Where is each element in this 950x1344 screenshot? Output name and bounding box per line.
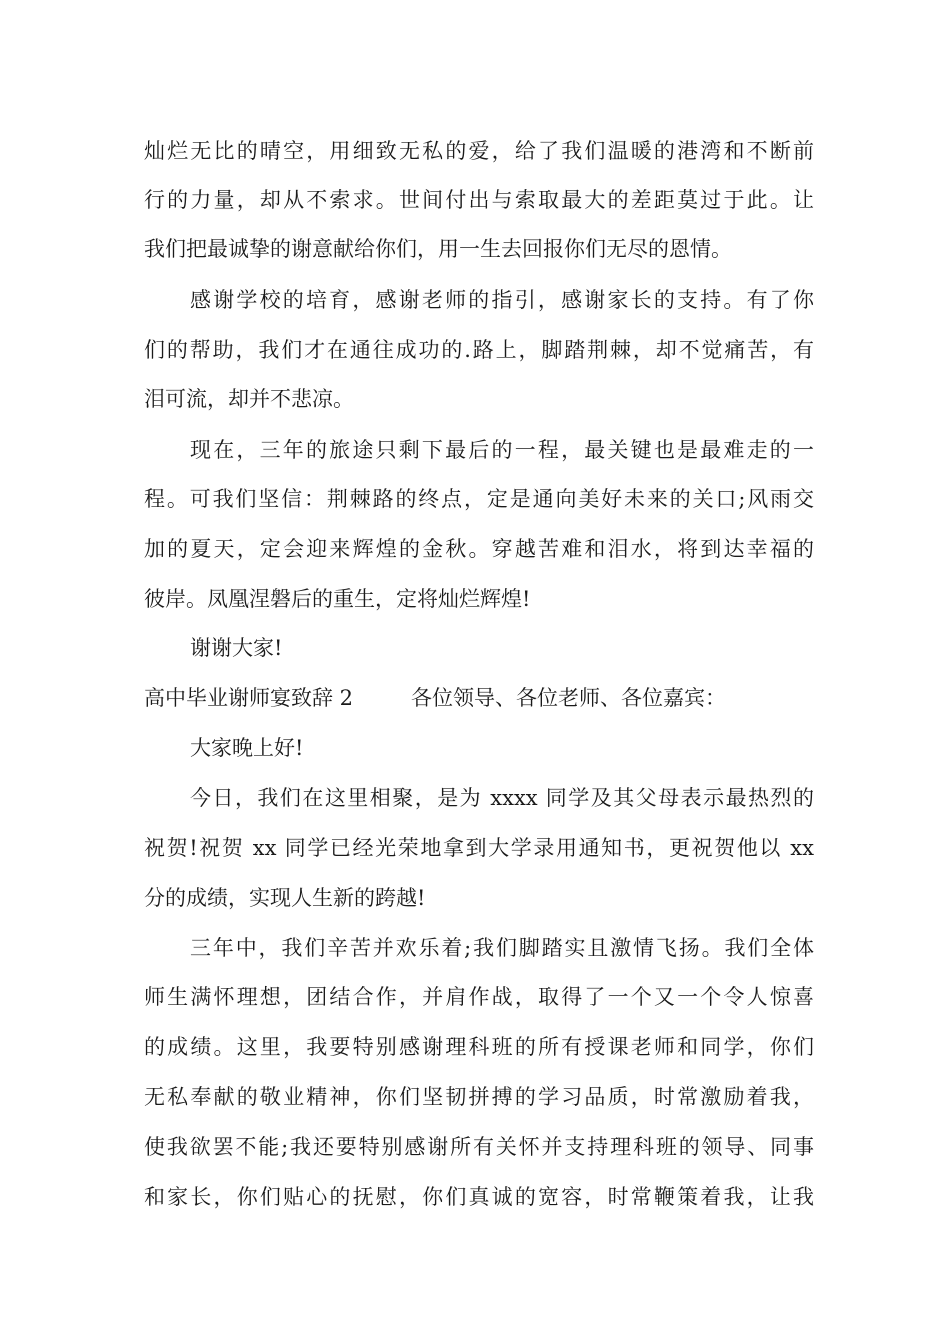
paragraph-line: 灿烂无比的晴空，用细致无私的爱，给了我们温暖的港湾和不断前	[144, 139, 814, 163]
section-title: 高中毕业谢师宴致辞 2	[144, 686, 354, 710]
paragraph-line: 三年中，我们辛苦并欢乐着;我们脚踏实且激情飞扬。我们全体	[190, 936, 814, 960]
paragraph-line: 感谢学校的培育，感谢老师的指引，感谢家长的支持。有了你	[190, 288, 814, 312]
paragraph-line: 现在，三年的旅途只剩下最后的一程，最关键也是最难走的一	[190, 438, 814, 462]
paragraph-line: 今日，我们在这里相聚，是为 xxxx 同学及其父母表示最热烈的	[190, 786, 814, 810]
paragraph-line: 们的帮助，我们才在通往成功的.路上，脚踏荆棘，却不觉痛苦，有	[144, 338, 814, 362]
paragraph-line: 谢谢大家!	[190, 636, 283, 660]
paragraph-line: 我们把最诚挚的谢意献给你们，用一生去回报你们无尽的恩情。	[144, 237, 732, 261]
paragraph-line: 无私奉献的敬业精神，你们坚韧拼搏的学习品质，时常激励着我，	[144, 1085, 814, 1109]
paragraph-line: 的成绩。这里，我要特别感谢理科班的所有授课老师和同学，你们	[144, 1035, 814, 1059]
paragraph-line: 程。可我们坚信：荆棘路的终点，定是通向美好未来的关口;风雨交	[144, 487, 814, 511]
paragraph-line: 泪可流，却并不悲凉。	[144, 387, 354, 411]
paragraph-line: 师生满怀理想，团结合作，并肩作战，取得了一个又一个令人惊喜	[144, 985, 814, 1009]
section-heading	[144, 683, 844, 713]
section-greeting: 各位领导、各位老师、各位嘉宾：	[411, 686, 727, 710]
paragraph-line: 大家晚上好!	[190, 736, 304, 760]
paragraph-line: 祝贺!祝贺 xx 同学已经光荣地拿到大学录用通知书，更祝贺他以 xx	[144, 836, 814, 860]
paragraph-line: 和家长，你们贴心的抚慰，你们真诚的宽容，时常鞭策着我，让我	[144, 1185, 814, 1209]
paragraph-line: 分的成绩，实现人生新的跨越!	[144, 886, 426, 910]
paragraph-line: 加的夏天，定会迎来辉煌的金秋。穿越苦难和泪水，将到达幸福的	[144, 537, 814, 561]
paragraph-line: 行的力量，却从不索求。世间付出与索取最大的差距莫过于此。让	[144, 188, 814, 212]
paragraph-line: 彼岸。凤凰涅磐后的重生，定将灿烂辉煌!	[144, 587, 531, 611]
paragraph-line: 使我欲罢不能;我还要特别感谢所有关怀并支持理科班的领导、同事	[144, 1135, 814, 1159]
